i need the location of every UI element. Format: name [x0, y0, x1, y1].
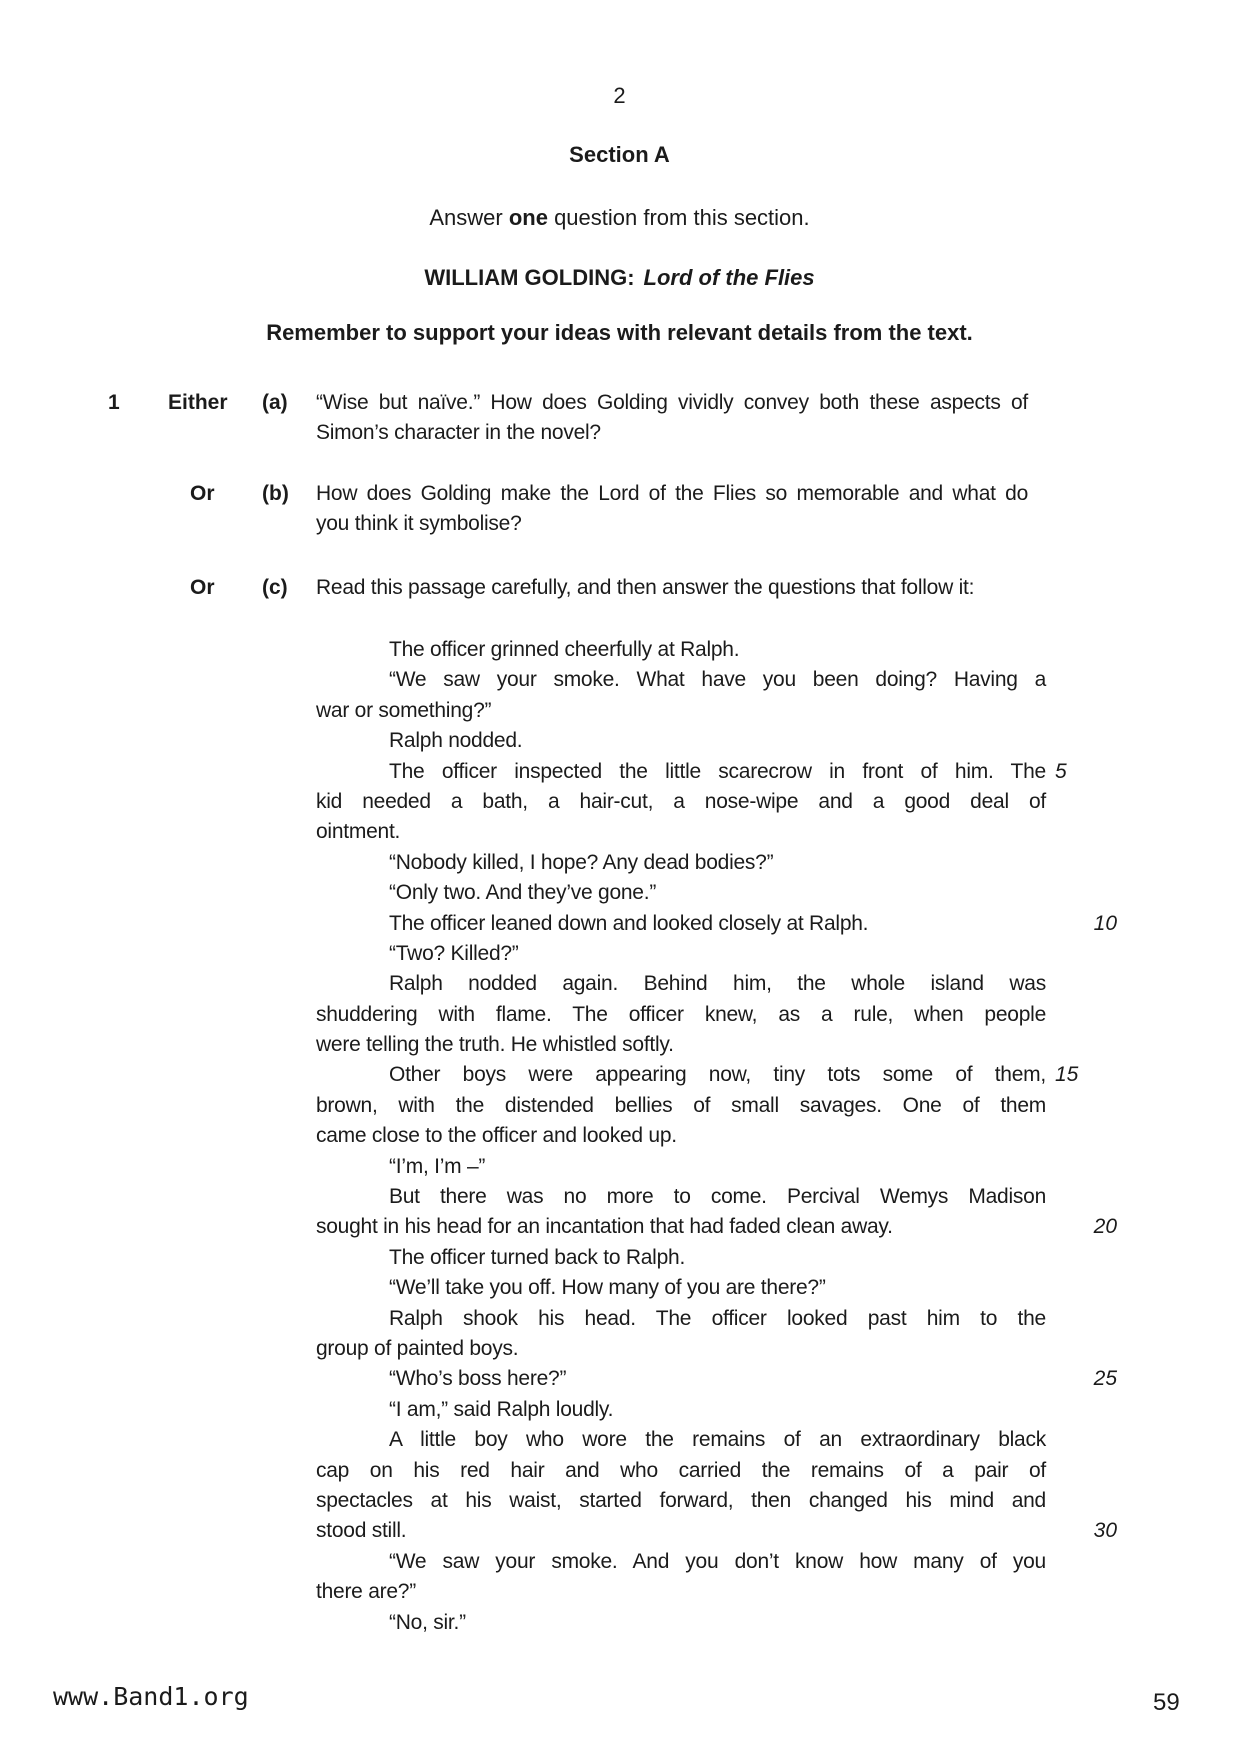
instruction-emphasis: one	[508, 205, 548, 230]
passage-line: “Nobody killed, I hope? Any dead bodies?”	[389, 850, 774, 874]
passage-line: Ralph nodded again. Behind him, the whole island was	[389, 972, 1046, 996]
section-title: Section A	[569, 142, 670, 167]
passage-line: Other boys were appearing now, tiny tots some of them, 15	[316, 1060, 1046, 1090]
option-lead: Or	[190, 576, 215, 599]
footer-url: www.Band1.org	[53, 1682, 249, 1711]
passage-line: stood still. 30	[316, 1516, 1046, 1546]
option-text-line: you think it symbolise?	[316, 512, 522, 536]
option-label: (a)	[262, 391, 288, 414]
passage-line: there are?”	[316, 1580, 416, 1604]
work-title-line	[0, 263, 1239, 293]
passage-line: “No, sir.”	[389, 1610, 466, 1634]
passage-line: “I am,” said Ralph loudly.	[389, 1397, 614, 1421]
option-text	[316, 573, 1028, 603]
passage-line: “I’m, I’m –”	[389, 1154, 486, 1178]
option-text-line: “Wise but naïve.” How does Golding vividly convey both these aspects of	[316, 391, 1028, 414]
option-label: (b)	[262, 482, 289, 505]
page-number: 2	[613, 83, 626, 108]
passage-line: came close to the officer and looked up.	[316, 1124, 677, 1148]
passage-line: “Only two. And they’ve gone.”	[389, 881, 657, 905]
passage-line: sought in his head for an incantation that had faded clean away. 20	[316, 1212, 1046, 1242]
passage-line: brown, with the distended bellies of small savages. One of them	[316, 1093, 1046, 1117]
option-lead: Or	[190, 482, 215, 505]
passage-line: The officer leaned down and looked closely at Ralph. 10	[316, 909, 1046, 939]
line-number: 20	[1093, 1215, 1117, 1239]
option-label: (c)	[262, 576, 288, 599]
passage	[316, 635, 1117, 1638]
passage-line: Ralph nodded.	[389, 729, 523, 753]
passage-line: The officer inspected the little scarecrow in front of him. The 5	[316, 757, 1046, 787]
passage-line: group of painted boys.	[316, 1336, 519, 1360]
passage-line: But there was no more to come. Percival Wemys Madison	[389, 1185, 1046, 1209]
passage-line: A little boy who wore the remains of an extraordinary black	[389, 1428, 1046, 1452]
page-footer-number: 59	[1153, 1689, 1180, 1716]
passage-line: kid needed a bath, a hair-cut, a nose-wipe and a good deal of	[316, 789, 1046, 813]
passage-line: The officer turned back to Ralph.	[389, 1245, 686, 1269]
passage-line: The officer grinned cheerfully at Ralph.	[389, 638, 740, 661]
line-number: 5	[1055, 759, 1067, 783]
reminder-line: Remember to support your ideas with relevant details from the text.	[266, 320, 973, 345]
passage-line: spectacles at his waist, started forward, then changed his mind and	[316, 1488, 1046, 1512]
option-text-line: Read this passage carefully, and then answer the questions that follow it:	[316, 576, 975, 599]
passage-line: “We saw your smoke. What have you been doing? Having a	[389, 668, 1046, 692]
option-text-line: How does Golding make the Lord of the Flies so memorable and what do	[316, 482, 1028, 505]
option-lead: Either	[168, 391, 228, 414]
author-name: WILLIAM GOLDING:	[424, 265, 635, 290]
passage-line: ointment.	[316, 820, 401, 844]
instruction-suffix: question from this section.	[547, 205, 810, 230]
passage-line: were telling the truth. He whistled softly.	[316, 1033, 674, 1057]
passage-line: “Who’s boss here?” 25	[316, 1364, 1046, 1394]
line-number: 25	[1093, 1367, 1117, 1391]
passage-line: “We saw your smoke. And you don’t know how many of you	[389, 1549, 1046, 1573]
passage-line: cap on his red hair and who carried the remains of a pair of	[316, 1458, 1046, 1482]
passage-line: war or something?”	[316, 698, 492, 722]
instruction-line	[0, 203, 1239, 233]
option-text	[316, 388, 1028, 449]
passage-line: “We’ll take you off. How many of you are there?”	[389, 1276, 826, 1300]
passage-line: Ralph shook his head. The officer looked past him to the	[389, 1306, 1046, 1330]
instruction-prefix: Answer	[429, 205, 509, 230]
line-number: 10	[1093, 911, 1117, 935]
line-number: 15	[1055, 1063, 1079, 1087]
question-number: 1	[108, 391, 120, 414]
passage-line: “Two? Killed?”	[389, 941, 519, 965]
option-text	[316, 479, 1028, 540]
option-text-line: Simon’s character in the novel?	[316, 421, 601, 445]
work-title: Lord of the Flies	[643, 265, 815, 290]
passage-line: shuddering with flame. The officer knew, as a rule, when people	[316, 1002, 1046, 1026]
line-number: 30	[1093, 1519, 1117, 1543]
